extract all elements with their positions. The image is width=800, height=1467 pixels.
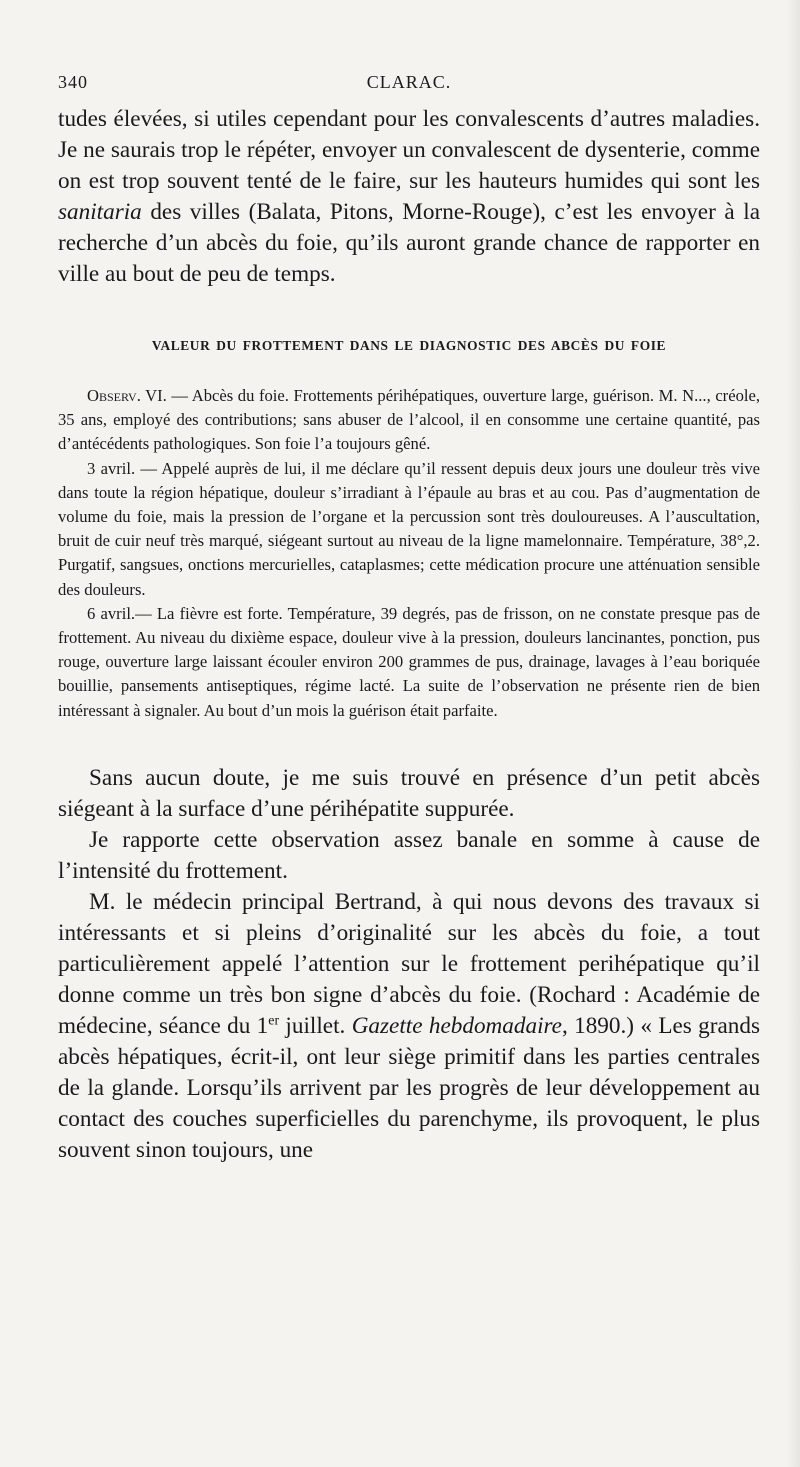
journal-title-italic: Gazette hebdomadaire xyxy=(351,1012,562,1039)
lead-paragraph-text-1: tudes élevées, si utiles cependant pour les convalescents d’autres maladies. Je ne saurais trop le répéter, envoyer un convalescent de dysenterie, comme on est trop souvent tenté de le faire, sur les hauteurs humides qui sont les xyxy=(58,106,760,194)
lead-paragraph-text-2: des villes (Balata, Pitons, Morne-Rouge), c’est les envoyer à la recherche d’un abcès du foie, qu’ils auront grande chance de rapporter en ville au bout de peu de temps. xyxy=(58,199,760,287)
observation-paragraph-1 xyxy=(58,384,760,457)
body-paragraph-3-text-3: , 1890.) « Les grands abcès hépatiques, écrit-il, ont leur siège primitif dans les parties centrales de la glande. Lorsqu’ils arrivent par les progrès de leur développement au contact des couches superficielles du parenchyme, ils provoquent, le plus souvent sinon toujours, une xyxy=(58,1012,760,1163)
body-paragraph-2: Je rapporte cette observation assez banale en somme à cause de l’intensité du frottement. xyxy=(58,826,760,884)
lead-paragraph xyxy=(58,104,760,290)
body-paragraph-3-text-1: M. le médecin principal Bertrand, à qui nous devons des travaux si intéressants et si pleins d’originalité sur les abcès du foie, a tout particulièrement appelé l’attention sur le frottement perihépatique qu’il donne comme un très bon signe d’abcès du foie. (Rochard : Académie de médecine, séance du 1 xyxy=(58,888,760,1039)
body-paragraph-3-text-2: juillet. xyxy=(279,1012,352,1039)
running-title: CLARAC. xyxy=(366,72,452,92)
ordinal-superscript: er xyxy=(268,1013,280,1029)
observation-text-1: VI. — Abcès du foie. Frottements périhépatiques, ouverture large, guérison. M. N..., créole, 35 ans, employé des contributions; sans abuser de l’alcool, il en consomme une certaine quantité, pas d’antécédents pathologiques. Son foie l’a toujours gêné. xyxy=(58,386,760,454)
running-head xyxy=(58,72,760,104)
observation-paragraph-3: 6 avril.— La fièvre est forte. Température, 39 degrés, pas de frisson, on ne constate presque pas de frottement. Au niveau du dixième espace, douleur vive à la pression, douleurs lancinantes, ponction, pus rouge, ouverture large laissant écouler environ 200 grammes de pus, drainage, lavages à l’eau boriquée bouillie, pansements antiseptiques, régime lacté. La suite de l’observation ne présente rien de bien intéressant à signaler. Au bout d’un mois la guérison était parfaite. xyxy=(58,603,760,720)
observation-paragraph-2: 3 avril. — Appelé auprès de lui, il me déclare qu’il ressent depuis deux jours une douleur très vive dans toute la région hépatique, douleur s’irradiant à l’épaule au bras et au cou. Pas d’augmentation de volume du foie, mais la pression de l’organe et la percussion sont très douloureuses. A l’auscultation, bruit de cuir neuf très marqué, siégeant surtout au niveau de la ligne mamelonnaire. Température, 38°,2. Purgatif, sangsues, onctions mercurielles, cataplasmes; cette médication procure une atténuation sensible des douleurs. xyxy=(58,458,760,599)
observation-label: Observ. xyxy=(87,386,141,405)
section-title: VALEUR DU FROTTEMENT DANS LE DIAGNOSTIC DES ABCÈS DU FOIE xyxy=(151,338,667,353)
observation-block xyxy=(58,384,760,723)
main-text xyxy=(58,763,760,1166)
body-paragraph-1: Sans aucun doute, je me suis trouvé en présence d’un petit abcès siégeant à la surface d’une périhépatite suppurée. xyxy=(58,764,760,822)
page-number: 340 xyxy=(58,72,88,92)
body-paragraph-3 xyxy=(58,887,760,1166)
lead-text xyxy=(58,104,760,290)
lead-paragraph-italic: sanitaria xyxy=(58,199,142,225)
